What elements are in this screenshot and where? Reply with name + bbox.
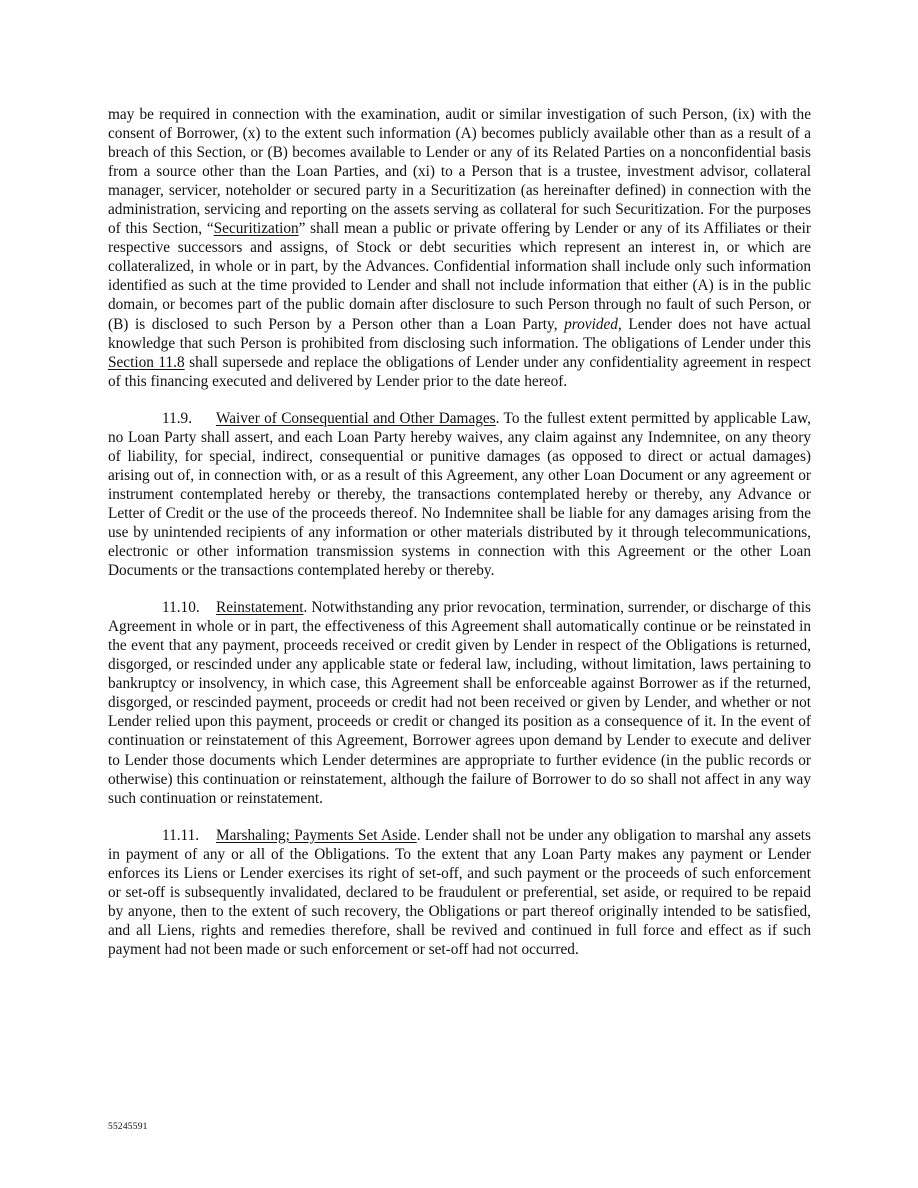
- paragraph-text: shall supersede and replace the obligations of Lender under any confidentiality agreement in respect of this financing executed and delivered by Lender prior to the date hereof.: [108, 353, 811, 390]
- document-body: [108, 105, 811, 977]
- section-text: . To the fullest extent permitted by applicable Law, no Loan Party shall assert, and each Loan Party hereby waives, any claim against any Indemnitee, on any theory of liability, for special, indirect, consequential or punitive damages (as opposed to direct or actual damages) arising out of, in connection with, or as a result of this Agreement, any other Loan Document or any agreement or instrument contemplated hereby or thereby, the transactions contemplated hereby or thereby, any Advance or Letter of Credit or the use of the proceeds thereof. No Indemnitee shall be liable for any damages arising from the use by unintended recipients of any information or other materials distributed by it through telecommunications, electronic or other information transmission systems in connection with this Agreement or the other Loan Documents or the transactions contemplated hereby or thereby.: [108, 409, 811, 580]
- continued-paragraph: [108, 105, 811, 391]
- section-11-10: [108, 598, 811, 808]
- defined-term-securitization: Securitization: [213, 220, 299, 238]
- section-11-11: [108, 826, 811, 959]
- paragraph-text: may be required in connection with the examination, audit or similar investigation of such Person, (ix) with the consent of Borrower, (x) to the extent such information (A) becomes publicly available other than as a result of a breach of this Section, or (B) becomes available to Lender or any of its Related Parties on a nonconfidential basis from a source other than the Loan Parties, and (xi) to a Person that is a trustee, investment advisor, collateral manager, servicer, noteholder or secured party in a Securitization (as hereinafter defined) in connection with the administration, servicing and reporting on the assets serving as collateral for such Securitization. For the purposes of this Section, “: [108, 106, 811, 238]
- section-11-9: [108, 409, 811, 580]
- section-heading: Waiver of Consequential and Other Damages: [216, 409, 496, 427]
- section-number: 11.9.: [162, 409, 193, 427]
- section-heading: Reinstatement: [216, 599, 304, 617]
- section-text: . Notwithstanding any prior revocation, termination, surrender, or discharge of this Agreement in whole or in part, the effectiveness of this Agreement shall automatically continue or be reinstated in the event that any payment, proceeds received or credit given by Lender in respect of the Obligations is returned, disgorged, or rescinded under any applicable state or federal law, including, without limitation, laws pertaining to bankruptcy or insolvency, in which case, this Agreement shall be enforceable against Borrower as if the returned, disgorged, or rescinded payment, proceeds or credit had not been received or given by Lender, and whether or not Lender relied upon this payment, proceeds or credit or changed its position as a consequence of it. In the event of continuation or reinstatement of this Agreement, Borrower agrees upon demand by Lender to execute and deliver to Lender those documents which Lender determines are appropriate to further evidence (in the public records or otherwise) this continuation or reinstatement, although the failure of Borrower to do so shall not affect in any way such continuation or reinstatement.: [108, 599, 811, 807]
- provided-italic: provided: [564, 315, 618, 333]
- section-number: 11.10.: [162, 599, 200, 617]
- section-heading: Marshaling; Payments Set Aside: [216, 826, 417, 844]
- paragraph-text: ” shall mean a public or private offering by Lender or any of its Affiliates or their respective successors and assigns, of Stock or debt securities which represent an interest in, or which are collateralized, in whole or in part, by the Advances. Confidential information shall include only such information identified as such at the time provided to Lender and shall not include information that either (A) is in the public domain, or becomes part of the public domain after disclosure to such Person through no fault of such Person, or (B) is disclosed to such Person by a Person other than a Loan Party,: [108, 220, 811, 333]
- section-text: . Lender shall not be under any obligation to marshal any assets in payment of any or all of the Obligations. To the extent that any Loan Party makes any payment or Lender enforces its Liens or Lender exercises its right of set-off, and such payment or the proceeds of such enforcement or set-off is subsequently invalidated, declared to be fraudulent or preferential, set aside, or required to be repaid by anyone, then to the extent of such recovery, the Obligations or part thereof originally intended to be satisfied, and all Liens, rights and remedies therefore, shall be revived and continued in full force and effect as if such payment had not been made or such enforcement or set-off had not occurred.: [108, 826, 811, 958]
- section-number: 11.11.: [162, 826, 200, 844]
- paragraph-text: , Lender does not have actual knowledge that such Person is prohibited from disclosing such information. The obligations of Lender under this: [108, 315, 811, 352]
- section-reference: Section 11.8: [108, 353, 185, 371]
- footer-document-id: 55245591: [108, 1122, 148, 1132]
